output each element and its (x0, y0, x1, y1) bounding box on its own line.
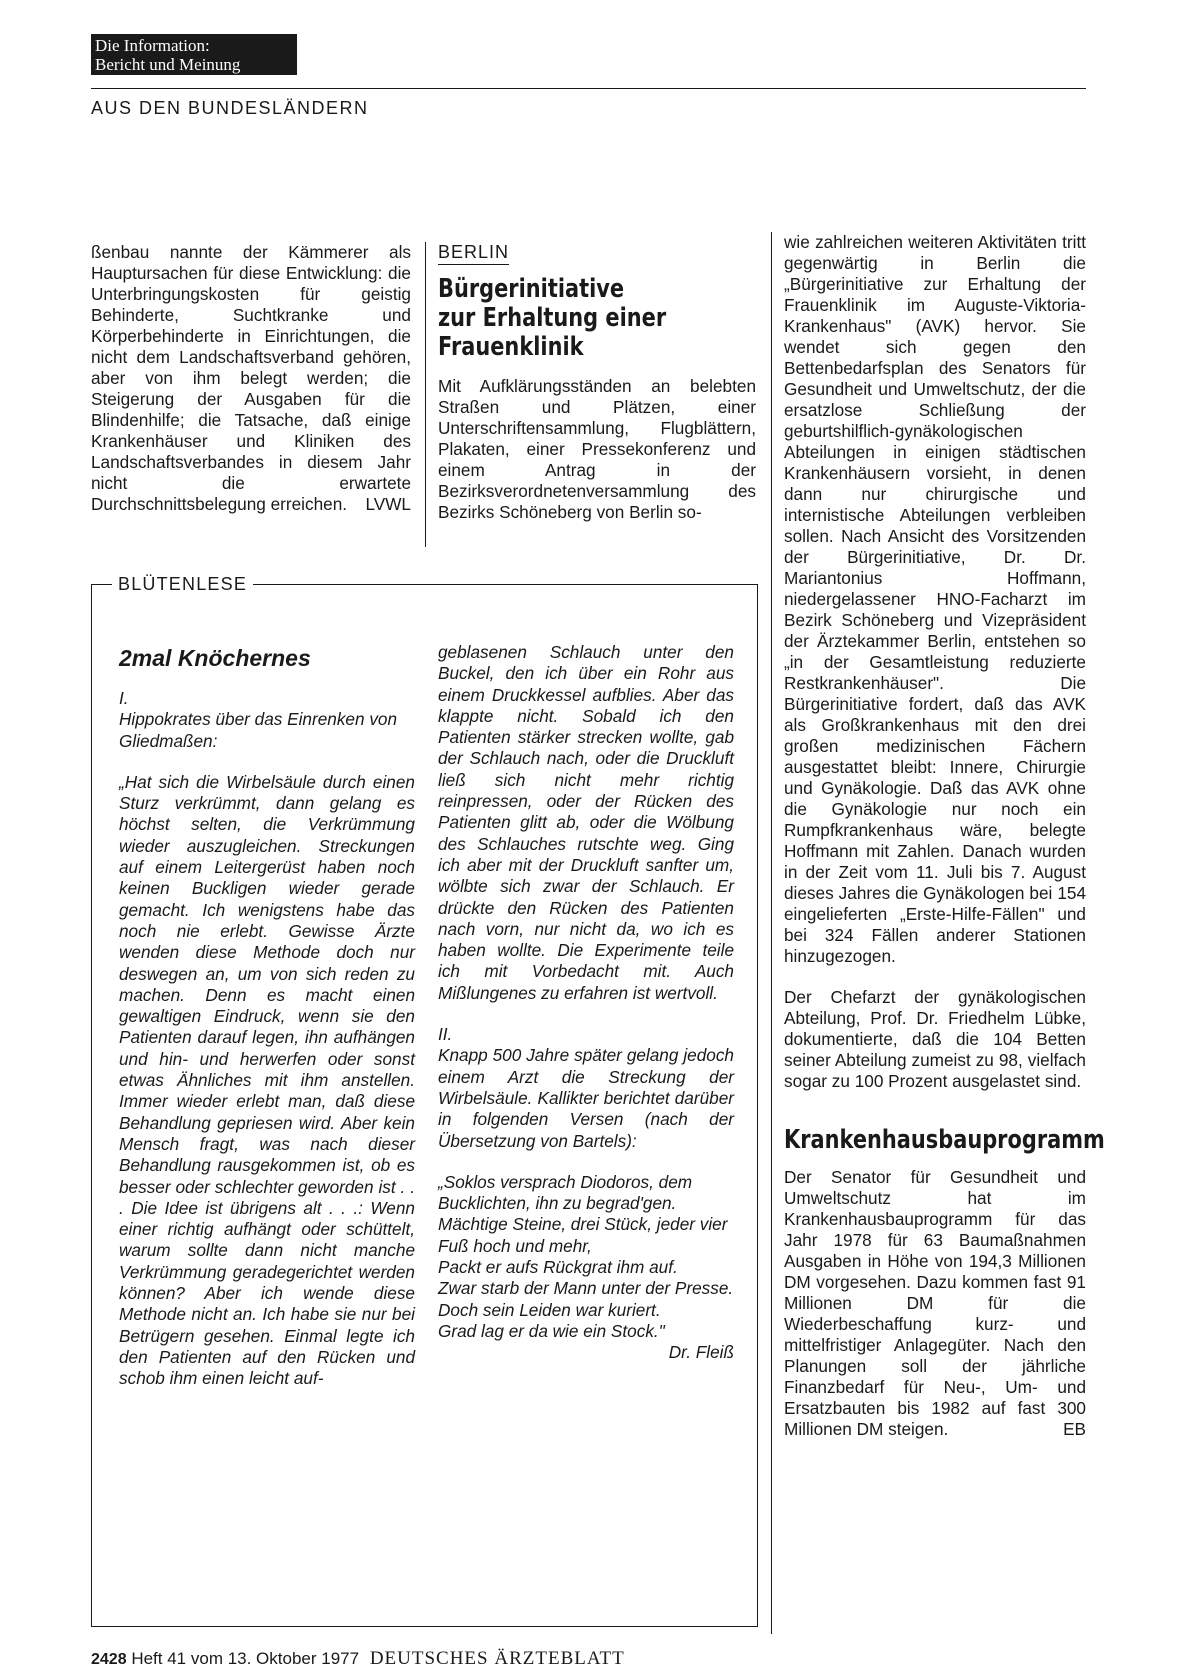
paragraph-gap (438, 1152, 734, 1172)
verse-line: „Soklos versprach Diodoros, dem Bucklichten, ihn zu begrad'gen. (438, 1171, 693, 1214)
rubric-line-1: Die Information: (95, 36, 210, 55)
verse-line: Packt er aufs Rückgrat ihm auf. (438, 1257, 678, 1278)
paragraph-gap (119, 752, 415, 772)
krankenhaus-headline: Krankenhausbauprogramm (784, 1125, 1105, 1155)
rubric-box (91, 34, 297, 75)
berlin-continuation-1: wie zahlreichen weiteren Aktivitäten tritt gegenwärtig in Berlin die „Bürgerinitiative zur Erhaltung der Frauenklinik im Auguste-Viktoria-Krankenhaus" (AVK) hervor. Sie wendet sich gegen den Bettenbedarfsplan des Senators für Gesundheit und Umweltschutz, der die ersatzlose Schließung der geburtshilflich-gynäkologischen Abteilungen in einigen städtischen Krankenhäusern vorsieht, in denen dann nur chirurgische und internistische Abteilungen verbleiben sollen. Nach Ansicht des Vorsitzenden der Bürgerinitiative, Dr. Dr. Mariantonius Hoffmann, niedergelassener HNO-Facharzt im Bezirk Schöneberg und Vizepräsident der Ärztekammer Berlin, entstehen so „in der Gesamtleistung reduzierte Restkrankenhäuser". Die Bürgerinitiative fordert, daß das AVK als Großkrankenhaus mit den drei großen medizinischen Fächern ausgestattet bleibt: Innere, Chirurgie und Gynäkologie. Daß das AVK ohne die Gynäkologie nur noch ein Rumpfkrankenhaus wäre, belegte Hoffmann mit Zahlen. Danach wurden in der Zeit vom 11. Juli bis 7. August dieses Jahres die Gynäkologen bei 154 eingelieferten „Erste-Hilfe-Fällen" und bei 324 Fällen anderer Stationen hinzugezogen. (784, 232, 1086, 966)
bluetenlese-title: 2mal Knöchernes (119, 645, 311, 671)
lvwl-article-body: ßenbau nannte der Kämmerer als Hauptursachen für diese Entwicklung: die Unterbringungskosten für geistig Behinderte, Suchtkranke und Körperbehinderte in Einrichtungen, die nicht dem Landschaftsverband gehören, aber von ihm belegt werden; die Steigerung der Ausgaben für die Blindenhilfe; die Tatsache, daß einige Krankenhäuser und Kliniken des Landschaftsverbandes in diesem Jahr nicht die erwartete Durchschnittsbelegung erreichen. (91, 242, 411, 514)
part1-quote-continued: geblasenen Schlauch unter den Buckel, den ich über ein Rohr aus einem Druckkessel aufblies. Aber das klappte nicht. Sobald ich den Patienten stärker strecken wollte, gab der Schlauch nach, oder die Druckluft ließ sich nicht mehr richtig reinpressen, oder der Rücken des Patienten glitt ab, oder die Wölbung des Schlauches rutschte weg. Ging ich aber mit der Druckluft sanfter um, wölbte sich zwar der Schlauch. Er drückte den Rücken des Patienten nach vorn, nur nicht da, wo ich es haben wollte. Die Experimente teile ich mit Vorbedacht mit. Auch Mißlungenes zu erfahren ist wertvoll. (438, 642, 734, 1003)
verse-line: Mächtige Steine, drei Stück, jeder vier Fuß hoch und mehr, (438, 1214, 728, 1256)
berlin-article (438, 242, 756, 523)
page-footer (91, 1648, 625, 1670)
part1-intro: Hippokrates über das Einrenken von Gliedmaßen: (119, 709, 398, 751)
paragraph-gap (438, 1004, 734, 1024)
column-rule-2 (771, 232, 772, 1634)
verse-line: Doch sein Leiden war kuriert. (438, 1299, 661, 1320)
part1-number: I. (119, 688, 129, 708)
rubric-line-2: Bericht und Meinung (95, 55, 241, 74)
issue-info: Heft 41 vom 13. Oktober 1977 (131, 1649, 360, 1668)
berlin-continuation-2: Der Chefarzt der gynäkologischen Abteilung, Prof. Dr. Friedhelm Lübke, dokumentierte, daß die 104 Betten seiner Abteilung zumeist zu 98, vielfach sogar zu 100 Prozent ausgelastet sind. (784, 987, 1086, 1091)
fleiss-signature: Dr. Fleiß (668, 1342, 734, 1363)
berlin-headline-line-1: Bürgerinitiative (438, 274, 625, 304)
page-number: 2428 (91, 1651, 127, 1668)
section-title: AUS DEN BUNDESLÄNDERN (91, 98, 369, 118)
journal-name: DEUTSCHES ÄRZTEBLATT (369, 1648, 625, 1669)
berlin-headline-line-3: Frauenklinik (438, 332, 584, 362)
verse-line: Grad lag er da wie ein Stock." (438, 1320, 665, 1341)
header-rule (91, 88, 1086, 89)
verse-line: Zwar starb der Mann unter der Presse. (438, 1278, 734, 1299)
lvwl-article-text (91, 242, 411, 515)
berlin-intro: Mit Aufklärungsständen an belebten Straßen und Plätzen, einer Unterschriftensammlung, Flugblättern, Plakaten, einer Pressekonferenz und einem Antrag in der Bezirksverordnetenversammlung des Bezirks Schöneberg von Berlin so- (438, 376, 756, 522)
berlin-label: BERLIN (438, 242, 509, 265)
column-rule-1 (425, 242, 426, 547)
paragraph-gap (784, 967, 1086, 987)
krankenhaus-text (784, 1167, 1086, 1440)
berlin-headline-line-2: zur Erhaltung einer (438, 303, 667, 333)
column-3 (784, 232, 1105, 1440)
lvwl-signature: LVWL (365, 494, 411, 514)
krankenhaus-body: Der Senator für Gesundheit und Umweltschutz hat im Krankenhausbauprogramm für das Jahr 1978 für 63 Baumaßnahmen Ausgaben in Höhe von 194,3 Millionen DM vorgesehen. Dazu kommen fast 91 Millionen DM für die Wiederbeschaffung kurz- und mittelfristiger Anlagegüter. Nach den Planungen soll der jährliche Finanzbedarf für Neu-, Um- und Ersatzbauten bis 1982 auf fast 300 Millionen DM steigen. (784, 1167, 1086, 1439)
part2-number: II. (438, 1024, 453, 1045)
part2-intro: Knapp 500 Jahre später gelang jedoch einem Arzt die Streckung der Wirbelsäule. Kallikter berichtet darüber in folgenden Versen (nach der Übersetzung von Bartels): (438, 1045, 734, 1151)
bluetenlese-label: BLÜTENLESE (112, 574, 253, 595)
eb-signature: EB (1063, 1419, 1086, 1439)
bluetenlese-right-column (438, 642, 734, 1364)
column-1 (91, 242, 411, 515)
part1-quote: „Hat sich die Wirbelsäule durch einen Sturz verkrümmt, dann gelang es höchst selten, die Verkrümmung wieder auszugleichen. Streckungen auf einem Leitergerüst haben noch keinen Buckligen wieder gerade gemacht. Ich wenigstens habe das noch nie erlebt. Gewisse Ärzte wenden diese Methode doch nur deswegen an, um von sich reden zu machen. Denn es macht einen gewaltigen Eindruck, wenn sie den Patienten darauf legen, ihn aufhängen und hin- und herwerfen oder sonst etwas Ähnliches mit ihm anstellen. Immer wieder erlebt man, daß diese Behandlung gepriesen wird. Aber kein Mensch fragt, was nach dieser Behandlung rausgekommen ist, ob es besser oder schlechter geworden ist . . . Die Idee ist übrigens alt . . .: Wenn einer richtig aufhängt oder schüttelt, warum sollte dann nicht manche Verkrümmung geradegerichtet werden können? Aber ich wende diese Methode nicht an. Ich habe sie nur bei Betrügern gesehen. Einmal legte ich den Patienten auf den Rücken und schob ihm einen leicht auf- (119, 771, 415, 1389)
bluetenlese-left-column (119, 645, 415, 1390)
berlin-headline (438, 275, 758, 362)
